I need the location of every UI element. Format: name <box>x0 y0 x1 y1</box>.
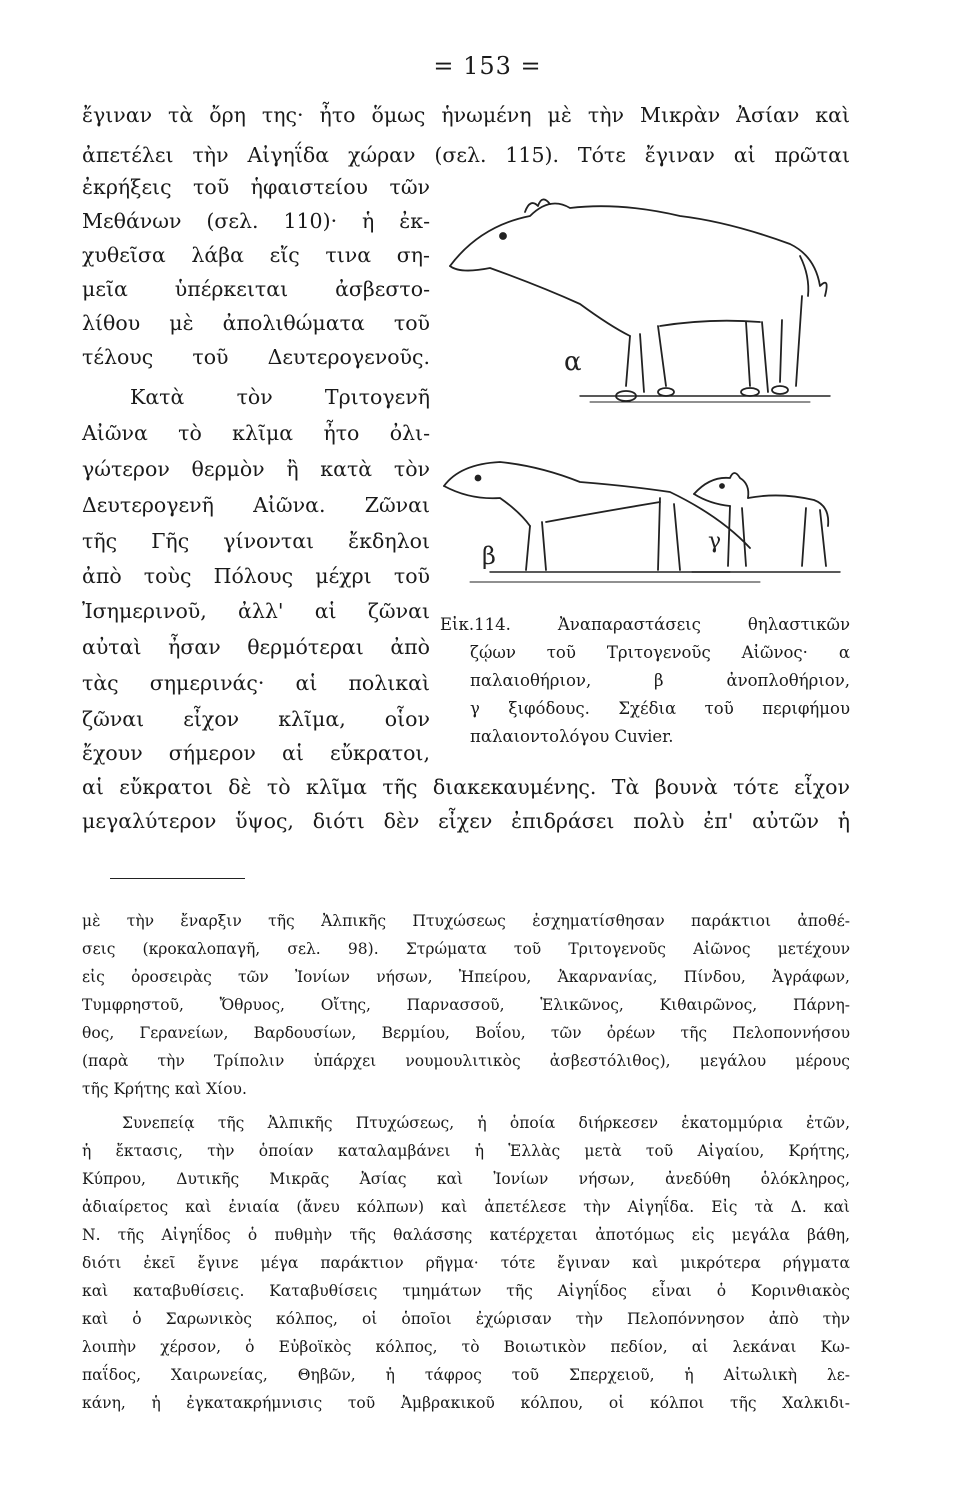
footnote-line: καὶ καταβυθίσεις. Καταβυθίσεις τμημάτων τῆς Αἰγηΐδος εἶναι ὁ Κορινθιακὸς <box>82 1282 850 1300</box>
body-line: χυθεῖσα λάβα εἴς τινα ση- <box>82 243 430 267</box>
body-line: Δευτερογενῆ Αἰῶνα. Ζῶναι <box>82 493 430 517</box>
xiphodon-drawing <box>692 473 840 572</box>
footnote-line: τῆς Κρήτης καὶ Χίου. <box>82 1080 247 1098</box>
figure-caption-line: ζῴων τοῦ Τριτογενοῦς Αἰῶνος· α <box>470 643 850 662</box>
body-line: Αἰῶνα τὸ κλῖμα ἦτο ὀλι- <box>82 421 430 445</box>
body-line: τὰς σημερινάς· αἱ πολικαὶ <box>82 671 430 695</box>
figure-caption-line: γ ξιφόδους. Σχέδια τοῦ περιφήμου <box>470 699 850 718</box>
footnote-line: παΐδος, Χαιρωνείας, Θηβῶν, ἡ τάφρος τοῦ Σπερχειοῦ, ἡ Αἰτωλικὴ λε- <box>82 1366 850 1384</box>
page-number: = 153 = <box>433 52 542 80</box>
body-line: μεγαλύτερον ὕψος, διότι δὲν εἶχεν ἐπιδράσει πολὺ ἐπ' αὐτῶν ἡ <box>82 809 850 833</box>
figure-label-a: α <box>564 347 582 377</box>
figure-label-c: γ <box>708 529 722 554</box>
figure-caption-line: παλαιοντολόγου Cuvier. <box>470 727 674 746</box>
footnote-line: εἰς ὀροσειρὰς τῶν Ἰονίων νήσων, Ἠπείρου, Ἀκαρνανίας, Πίνδου, Ἀγράφων, <box>82 968 850 986</box>
figure-caption-line: Εἰκ.114. Ἀναπαραστάσεις θηλαστικῶν <box>440 615 850 634</box>
footnote-line: ἡ ἔκτασις, τὴν ὁποίαν καταλαμβάνει ἡ Ἑλλὰς μετὰ τοῦ Αἰγαίου, Κρήτης, <box>82 1142 850 1160</box>
footnote-line: λοιπὴν χέρσον, ὁ Εὐβοϊκὸς κόλπος, τὸ Βοιωτικὸν πεδίον, αἱ λεκάναι Κω- <box>82 1338 850 1356</box>
footnote-line: μὲ τὴν ἔναρξιν τῆς Ἀλπικῆς Πτυχώσεως ἐσχηματίσθησαν παράκτιοι ἀποθέ- <box>82 912 850 930</box>
body-line: ἐκρήξεις τοῦ ἡφαιστείου τῶν <box>82 175 430 199</box>
body-line: ἔγιναν τὰ ὄρη της· ἦτο ὅμως ἡνωμένη μὲ τὴν Μικρὰν Ἀσίαν καὶ <box>82 103 850 127</box>
body-line: τέλους τοῦ Δευτερογενοῦς. <box>82 345 430 369</box>
body-line: Ἰσημερινοῦ, ἀλλ' αἱ ζῶναι <box>82 599 430 623</box>
body-line: ἀπετέλει τὴν Αἰγηΐδα χώραν (σελ. 115). Τότε ἔγιναν αἱ πρῶται <box>82 143 850 167</box>
body-line: αἱ εὔκρατοι δὲ τὸ κλῖμα τῆς διακεκαυμένης. Τὰ βουνὰ τότε εἶχον <box>82 775 850 799</box>
body-line: μεῖα ὑπέρκειται ἀσβεστο- <box>82 277 430 301</box>
body-line: Κατὰ τὸν Τριτογενῆ <box>130 385 430 409</box>
body-line: αὐταὶ ἦσαν θερμότεραι ἀπὸ <box>82 635 430 659</box>
footnote-line: Συνεπείᾳ τῆς Ἀλπικῆς Πτυχώσεως, ἡ ὁποία διήρκεσεν ἑκατομμύρια ἐτῶν, <box>122 1114 850 1132</box>
figure-caption-line: παλαιοθήριον, β ἀνοπλοθήριον, <box>470 671 850 690</box>
footnote-line: ἀδιαίρετος καὶ ἐνιαία (ἄνευ κόλπων) καὶ ἀπετέλεσε τὴν Αἰγηΐδα. Εἰς τὰ Δ. καὶ <box>82 1198 850 1216</box>
mammal-figure <box>430 186 850 606</box>
body-line: Μεθάνων (σελ. 110)· ἡ ἐκ- <box>82 209 430 233</box>
body-line: λίθου μὲ ἀπολιθώματα τοῦ <box>82 311 430 335</box>
palaeotherium-drawing <box>450 199 830 402</box>
footnote-line: κάνη, ἡ ἐγκατακρήμνισις τοῦ Ἀμβρακικοῦ κόλπου, οἱ κόλποι τῆς Χαλκιδι- <box>82 1394 850 1412</box>
footnote-line: καὶ ὁ Σαρωνικὸς κόλπος, οἱ ὁποῖοι ἐχώρισαν τὴν Πελοπόννησον ἀπὸ τὴν <box>82 1310 850 1328</box>
footnote-rule <box>110 878 245 879</box>
footnote-line: Κύπρου, Δυτικῆς Μικρᾶς Ἀσίας καὶ Ἰονίων νήσων, ἀνεδύθη ὁλόκληρος, <box>82 1170 850 1188</box>
body-line: τῆς Γῆς γίνονται ἔκδηλοι <box>82 529 430 553</box>
footnote-line: σεις (κροκαλοπαγῆ, σελ. 98). Στρώματα τοῦ Τριτογενοῦς Αἰῶνος μετέχουν <box>82 940 850 958</box>
footnote-line: θος, Γερανείων, Βαρδουσίων, Βερμίου, Βοΐου, τῶν ὀρέων τῆς Πελοποννήσου <box>82 1024 850 1042</box>
body-line: ἔχουν σήμερον αἱ εὔκρατοι, <box>82 741 430 765</box>
body-line: ζῶναι εἶχον κλῖμα, οἷον <box>82 707 430 731</box>
footnote-line: διότι ἐκεῖ ἔγινε μέγα παράκτιον ρῆγμα· τότε ἔγιναν καὶ μικρότερα ρήγματα <box>82 1254 850 1272</box>
figure-label-b: β <box>482 542 496 570</box>
footnote-line: Ν. τῆς Αἰγηΐδος ὁ πυθμὴν τῆς θαλάσσης κατέρχεται ἀποτόμως εἰς μεγάλα βάθη, <box>82 1226 850 1244</box>
footnote-line: Τυμφρηστοῦ, Ὄθρυος, Οἴτης, Παρνασσοῦ, Ἑλικῶνος, Κιθαιρῶνος, Πάρνη- <box>82 996 850 1014</box>
footnote-line: (παρὰ τὴν Τρίπολιν ὑπάρχει νουμουλιτικὸς ἀσβεστόλιθος), μεγάλου μέρους <box>82 1052 850 1070</box>
body-line: γώτερον θερμὸν ἢ κατὰ τὸν <box>82 457 430 481</box>
body-line: ἀπὸ τοὺς Πόλους μέχρι τοῦ <box>82 564 430 588</box>
